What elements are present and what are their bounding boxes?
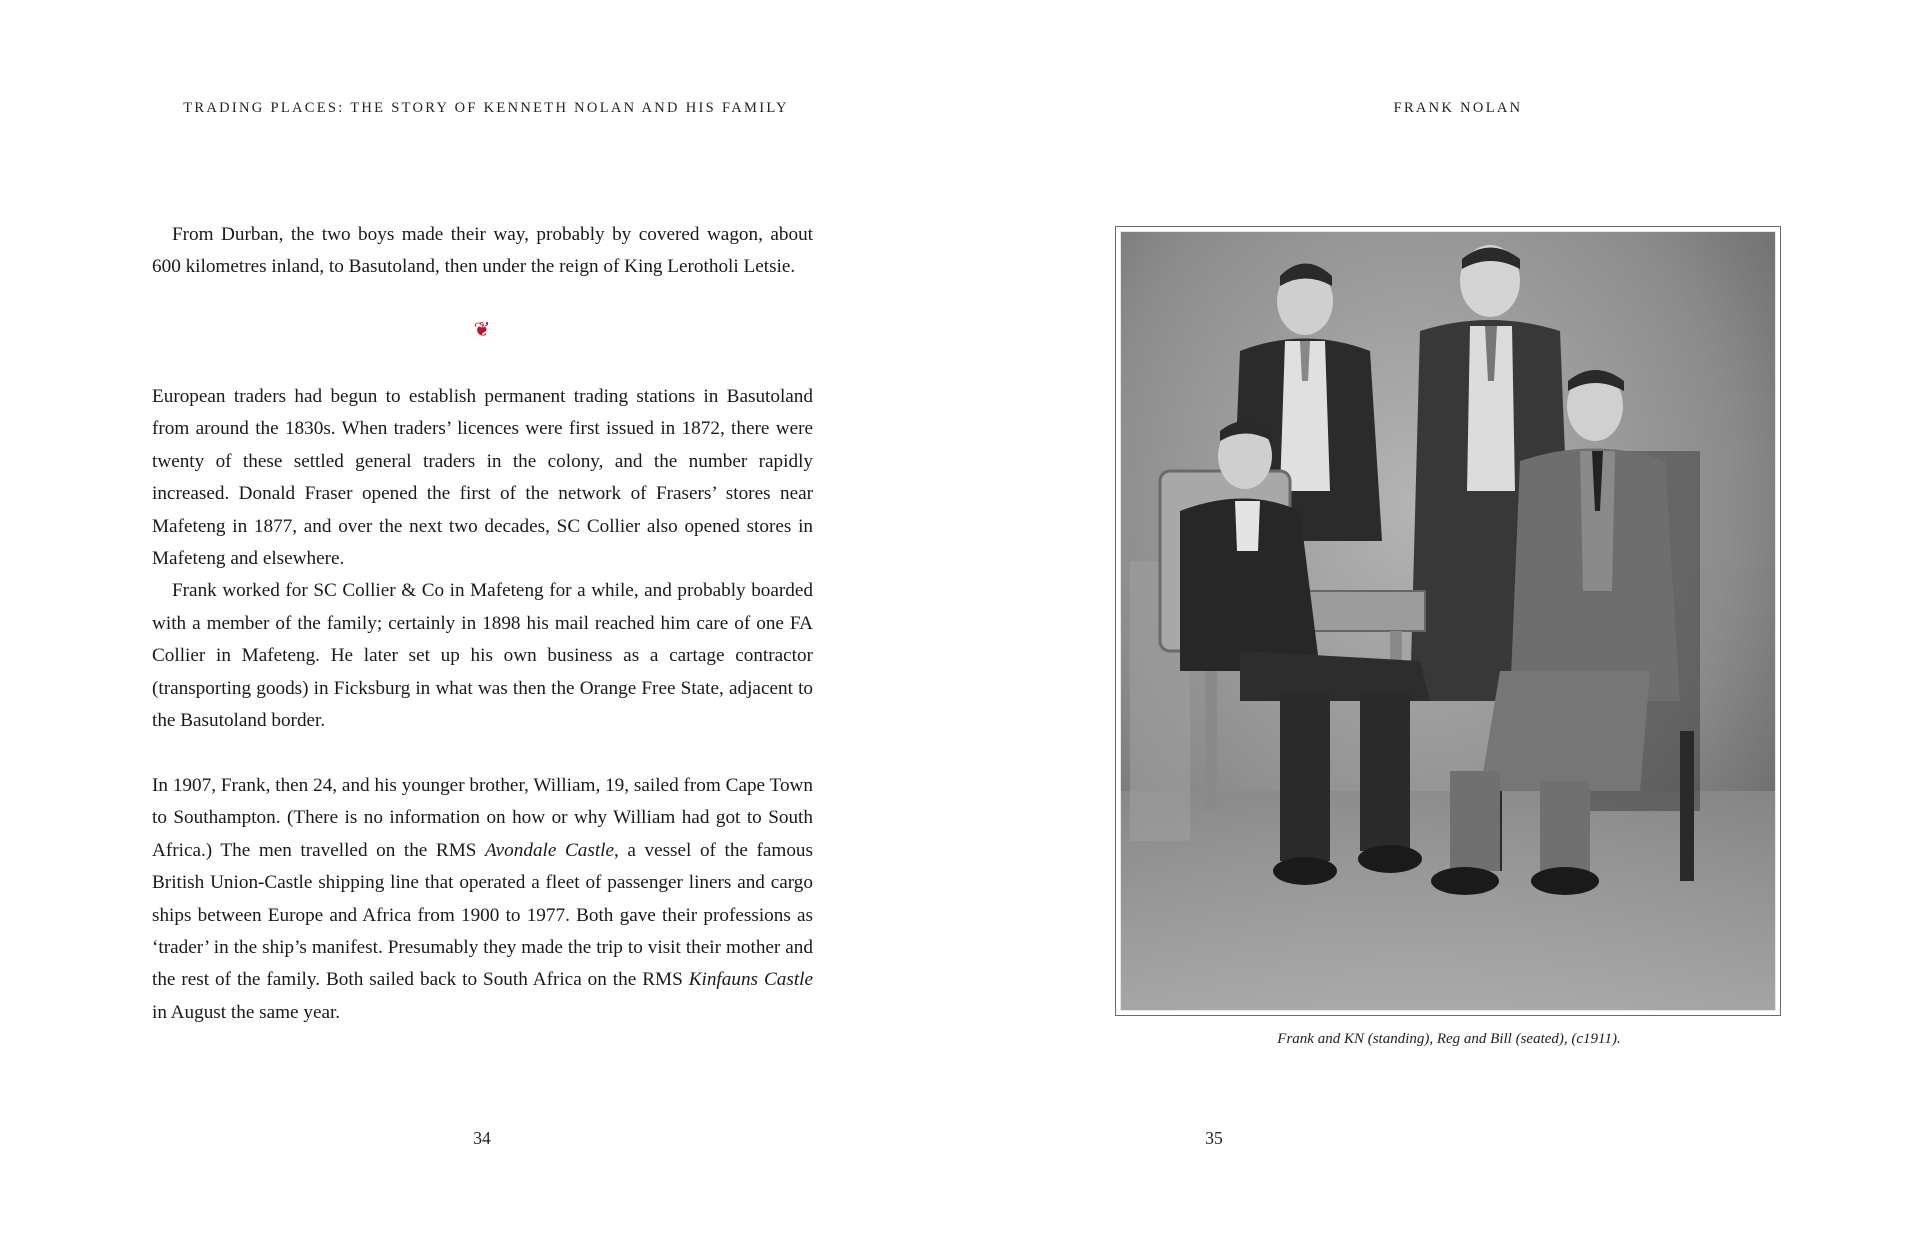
voyage-text-1: In 1907, Frank, then 24, and his younger brother, William, 19, sailed from Cape Town to Southampton. (There is no information on how or why William had got to South Africa.) The men travelled on the RMS	[152, 775, 813, 861]
ship-name-avondale: Avondale Castle	[485, 839, 615, 861]
section-break-ornament-icon: ❦	[473, 319, 491, 341]
running-head-left: TRADING PLACES: THE STORY OF KENNETH NOLAN AND HIS FAMILY	[183, 100, 789, 116]
group-portrait-photo	[1120, 231, 1776, 1011]
running-head-right: FRANK NOLAN	[1393, 100, 1523, 116]
page-number-right: 35	[1205, 1128, 1223, 1148]
paragraph-durban: From Durban, the two boys made their way, probably by covered wagon, about 600 kilometres inland, to Basutoland, then under the reign of King Lerotholi Letsie.	[152, 224, 813, 278]
text-block-durban	[152, 219, 813, 284]
voyage-text-3: in August the same year.	[152, 1001, 341, 1023]
photo-frame	[1115, 226, 1781, 1016]
voyage-text-2: , a vessel of the famous British Union-Castle shipping line that operated a fleet of passenger liners and cargo ships between Europe and Africa from 1900 to 1977. Both gave their professions as ‘trader’ in the ship’s manifest. Presumably they made the trip to visit their mother and the rest of the family. Both sailed back to South Africa on the RMS	[152, 839, 813, 991]
photo-caption: Frank and KN (standing), Reg and Bill (seated), (c1911).	[1277, 1031, 1621, 1047]
text-block-traders	[152, 381, 813, 737]
paragraph-frank-worked: Frank worked for SC Collier & Co in Mafeteng for a while, and probably boarded with a member of the family; certainly in 1898 his mail reached him care of one FA Collier in Mafeteng. He later set up his own business as a cartage contractor (transporting goods) in Ficksburg in what was then the Orange Free State, adjacent to the Basutoland border.	[152, 580, 813, 732]
paragraph-european-traders: European traders had begun to establish permanent trading stations in Basutoland from around the 1830s. When traders’ licences were first issued in 1872, there were twenty of these settled general traders in the colony, and the number rapidly increased. Donald Fraser opened the first of the network of Frasers’ stores near Mafeteng in 1877, and over the next two decades, SC Collier also opened stores in Mafeteng and elsewhere.	[152, 386, 813, 570]
right-page	[960, 0, 1920, 1238]
text-block-voyage	[152, 770, 813, 1029]
page-number-left: 34	[473, 1128, 491, 1148]
ship-name-kinfauns: Kinfauns Castle	[688, 969, 813, 991]
paragraph-1907-voyage	[152, 770, 813, 1029]
